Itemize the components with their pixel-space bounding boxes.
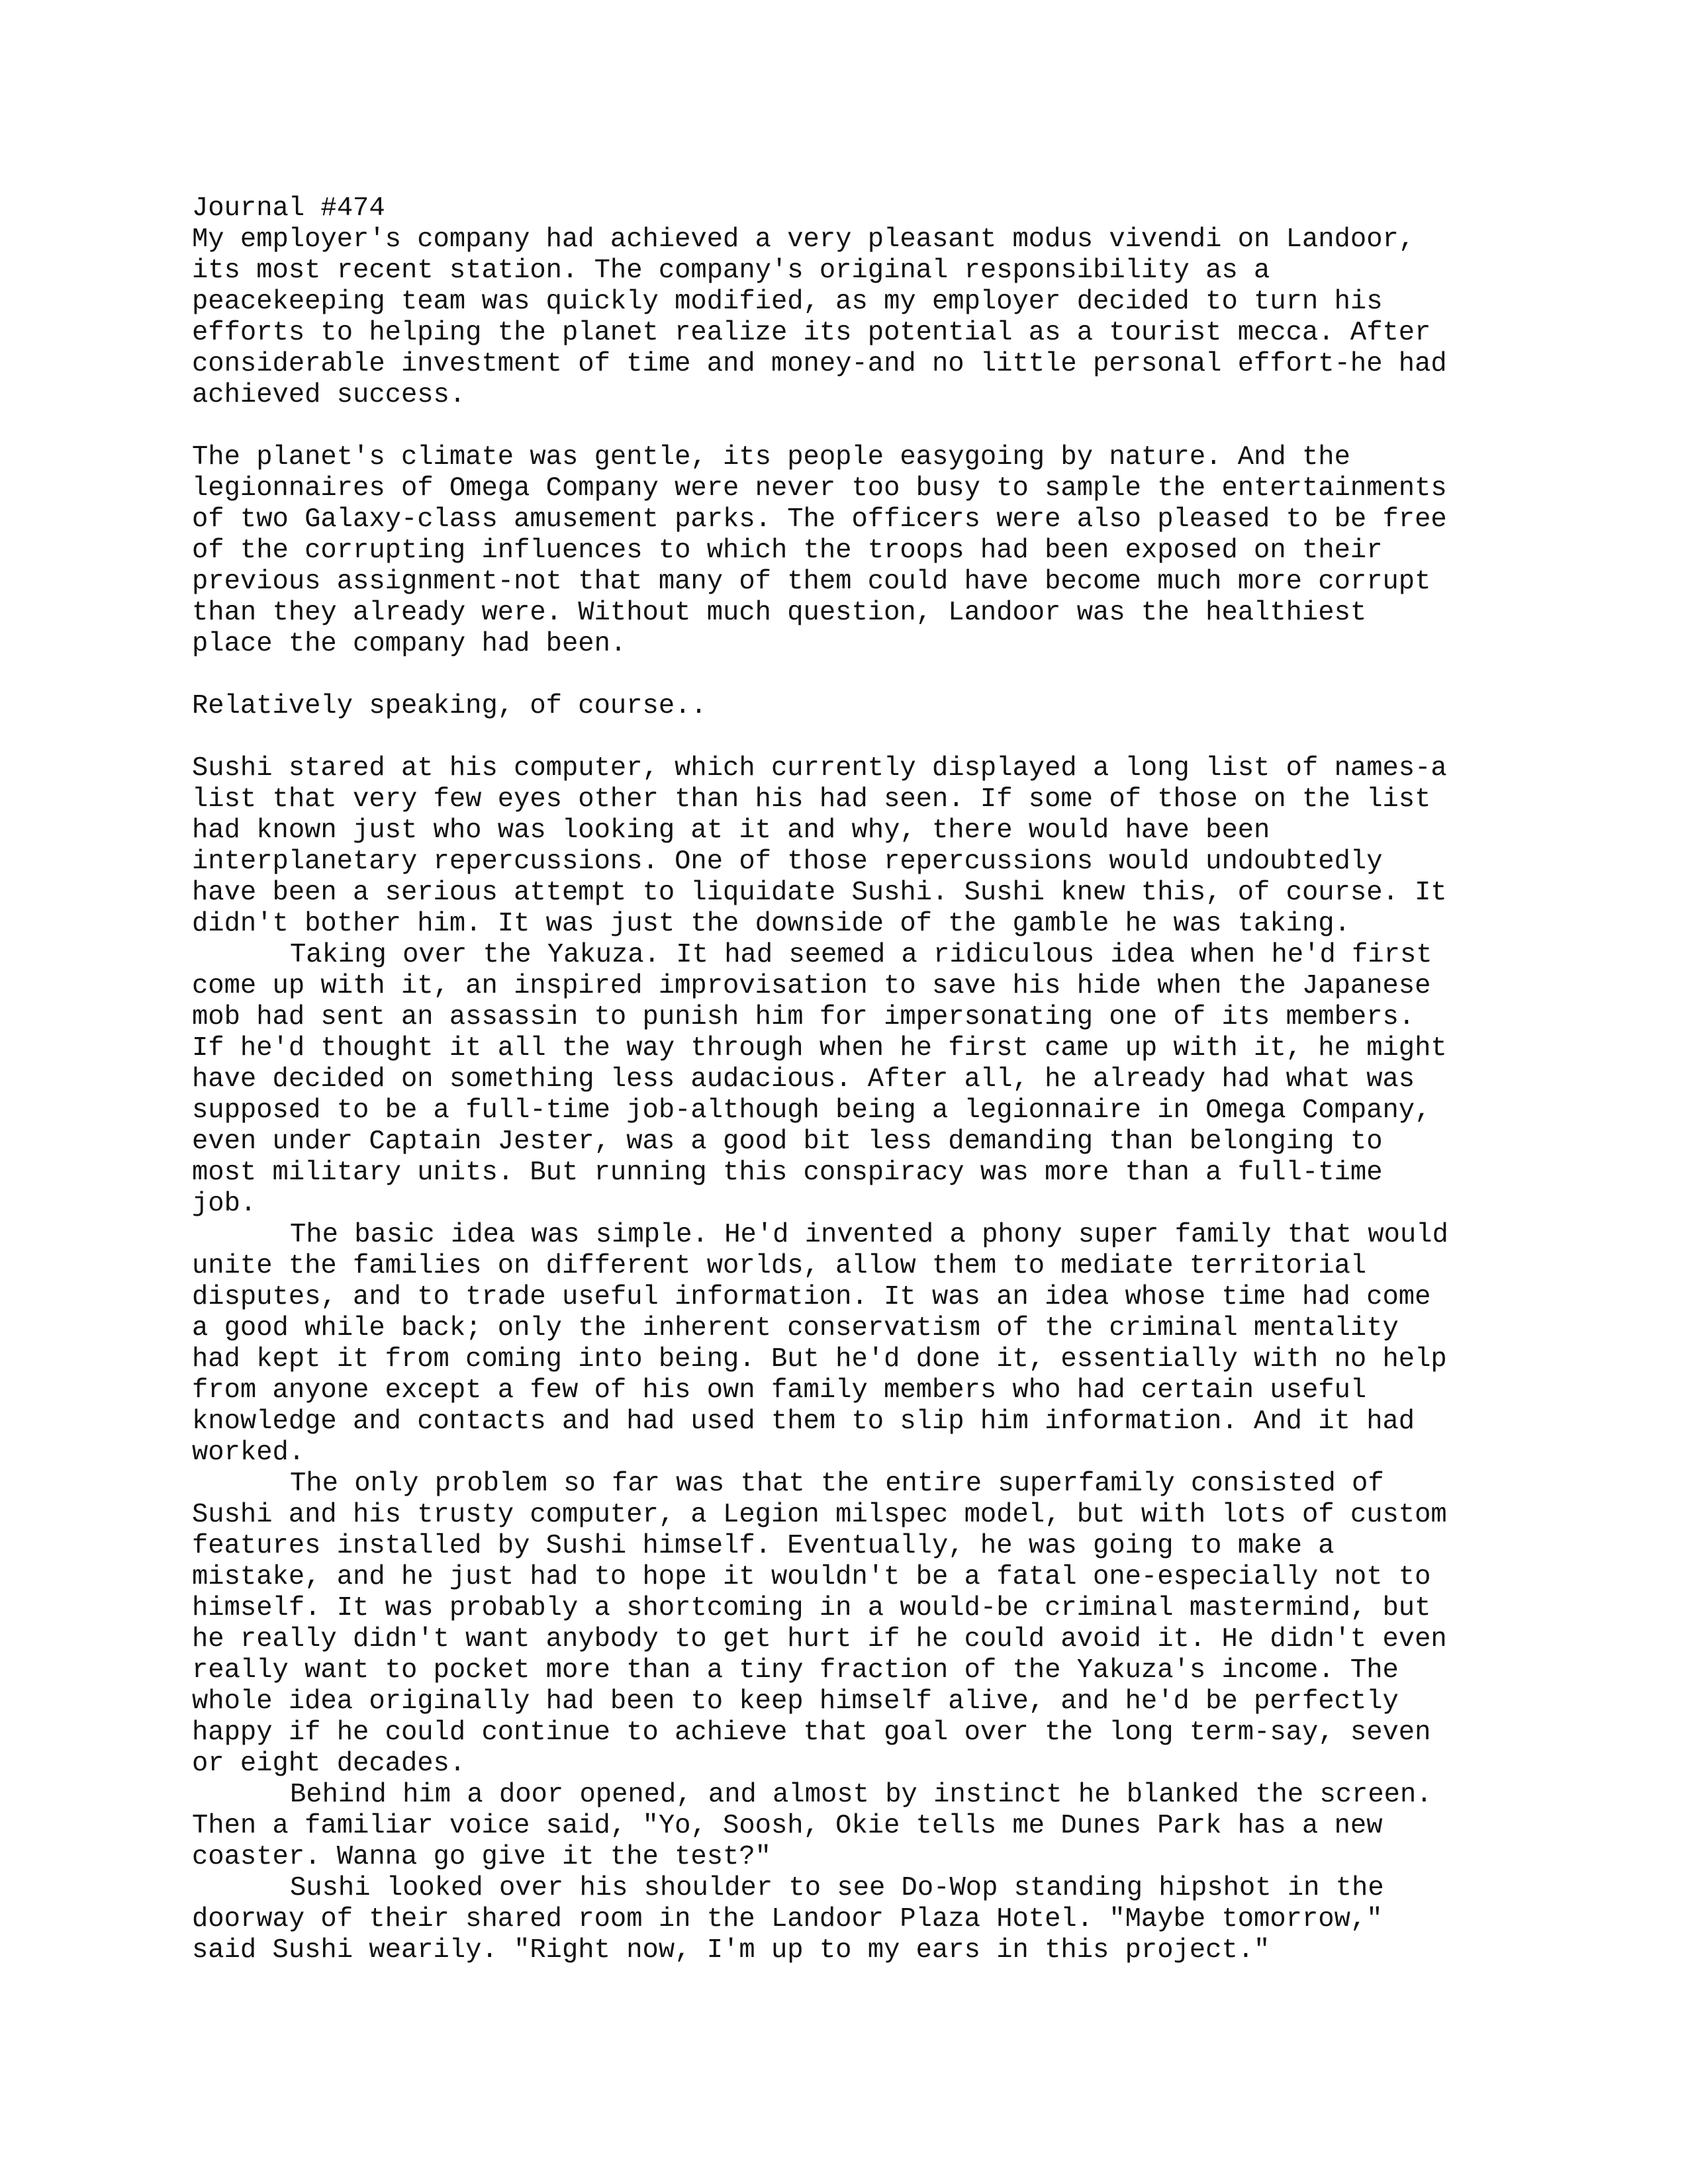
- text-line: previous assignment-not that many of them could have become much more corrupt: [192, 567, 1431, 597]
- text-line: doorway of their shared room in the Landoor Plaza Hotel. "Maybe tomorrow,": [192, 1904, 1383, 1934]
- text-line: its most recent station. The company's original responsibility as a: [192, 255, 1270, 286]
- text-line: happy if he could continue to achieve that goal over the long term-say, seven: [192, 1717, 1431, 1748]
- text-line-indented: Taking over the Yakuza. It had seemed a ridiculous idea when he'd first: [290, 940, 1432, 970]
- text-line: If he'd thought it all the way through when he first came up with it, he might: [192, 1033, 1447, 1064]
- text-line: most military units. But running this conspiracy was more than a full-time: [192, 1158, 1383, 1188]
- journal-heading: Journal #474: [192, 193, 385, 224]
- text-line: legionnaires of Omega Company were never too busy to sample the entertainments: [192, 473, 1447, 504]
- text-line: a good while back; only the inherent conservatism of the criminal mentality: [192, 1313, 1399, 1343]
- text-line: or eight decades.: [192, 1749, 466, 1779]
- journal-climate-paragraph: [192, 442, 1516, 660]
- text-line: Sushi and his trusty computer, a Legion milspec model, but with lots of custom: [192, 1500, 1447, 1530]
- text-line: job.: [192, 1189, 257, 1219]
- text-line: mistake, and he just had to hope it wouldn't be a fatal one-especially not to: [192, 1562, 1431, 1592]
- story-paragraph-5: [192, 1780, 1516, 1873]
- text-line: peacekeeping team was quickly modified, as my employer decided to turn his: [192, 287, 1383, 317]
- journal-closing-line: Relatively speaking, of course..: [192, 691, 707, 721]
- text-line: achieved success.: [192, 380, 466, 410]
- text-line: coaster. Wanna go give it the test?": [192, 1842, 771, 1872]
- journal-intro-paragraph: [192, 224, 1516, 411]
- text-line: features installed by Sushi himself. Eventually, he was going to make a: [192, 1531, 1335, 1561]
- story-paragraph-1: [192, 753, 1516, 940]
- text-line: whole idea originally had been to keep himself alive, and he'd be perfectly: [192, 1686, 1399, 1717]
- text-line-indented: The basic idea was simple. He'd invented a phony super family that would: [290, 1220, 1448, 1250]
- text-line: himself. It was probably a shortcoming in a would-be criminal mastermind, but: [192, 1593, 1431, 1623]
- text-line: than they already were. Without much question, Landoor was the healthiest: [192, 598, 1367, 628]
- text-line: had kept it from coming into being. But he'd done it, essentially with no help: [192, 1344, 1447, 1375]
- text-line: come up with it, an inspired improvisation to save his hide when the Japanese: [192, 971, 1431, 1001]
- story-paragraph-4: [192, 1469, 1516, 1780]
- paragraph-gap: [192, 660, 1516, 691]
- text-line: didn't bother him. It was just the downside of the gamble he was taking.: [192, 909, 1350, 939]
- text-line: considerable investment of time and money-and no little personal effort-he had: [192, 349, 1447, 379]
- document-page: [192, 193, 1516, 1966]
- text-line: knowledge and contacts and had used them to slip him information. And it had: [192, 1406, 1415, 1437]
- text-line: even under Captain Jester, was a good bit less demanding than belonging to: [192, 1126, 1383, 1157]
- text-line: had known just who was looking at it and why, there would have been: [192, 815, 1270, 846]
- text-line-indented: The only problem so far was that the entire superfamily consisted of: [290, 1469, 1384, 1499]
- text-line: Then a familiar voice said, "Yo, Soosh, Okie tells me Dunes Park has a new: [192, 1811, 1383, 1841]
- paragraph-gap: [192, 411, 1516, 442]
- text-line: he really didn't want anybody to get hurt if he could avoid it. He didn't even: [192, 1624, 1447, 1655]
- text-line: My employer's company had achieved a very pleasant modus vivendi on Landoor,: [192, 224, 1415, 255]
- text-line: of the corrupting influences to which the troops had been exposed on their: [192, 535, 1383, 566]
- text-line: Sushi stared at his computer, which currently displayed a long list of names-a: [192, 753, 1447, 784]
- story-paragraph-6: [192, 1873, 1516, 1966]
- text-line: The planet's climate was gentle, its people easygoing by nature. And the: [192, 442, 1350, 473]
- text-line: efforts to helping the planet realize its potential as a tourist mecca. After: [192, 318, 1431, 348]
- text-line: have decided on something less audacious. After all, he already had what was: [192, 1064, 1415, 1095]
- text-line-indented: Sushi looked over his shoulder to see Do-Wop standing hipshot in the: [290, 1873, 1384, 1903]
- text-line: really want to pocket more than a tiny fraction of the Yakuza's income. The: [192, 1655, 1399, 1686]
- text-line: place the company had been.: [192, 629, 627, 659]
- text-line: have been a serious attempt to liquidate Sushi. Sushi knew this, of course. It: [192, 878, 1447, 908]
- text-line: worked.: [192, 1437, 305, 1468]
- story-paragraph-2: [192, 940, 1516, 1220]
- text-line: disputes, and to trade useful information. It was an idea whose time had come: [192, 1282, 1431, 1312]
- text-line: supposed to be a full-time job-although being a legionnaire in Omega Company,: [192, 1095, 1431, 1126]
- text-line: list that very few eyes other than his had seen. If some of those on the list: [192, 784, 1431, 815]
- text-line: of two Galaxy-class amusement parks. The officers were also pleased to be free: [192, 504, 1447, 535]
- text-line-indented: Behind him a door opened, and almost by instinct he blanked the screen.: [290, 1780, 1432, 1810]
- text-line: from anyone except a few of his own family members who had certain useful: [192, 1375, 1367, 1406]
- text-line: said Sushi wearily. "Right now, I'm up to my ears in this project.": [192, 1935, 1270, 1966]
- story-paragraph-3: [192, 1220, 1516, 1469]
- paragraph-gap: [192, 722, 1516, 753]
- text-line: mob had sent an assassin to punish him for impersonating one of its members.: [192, 1002, 1415, 1032]
- text-line: unite the families on different worlds, allow them to mediate territorial: [192, 1251, 1367, 1281]
- text-line: interplanetary repercussions. One of those repercussions would undoubtedly: [192, 846, 1383, 877]
